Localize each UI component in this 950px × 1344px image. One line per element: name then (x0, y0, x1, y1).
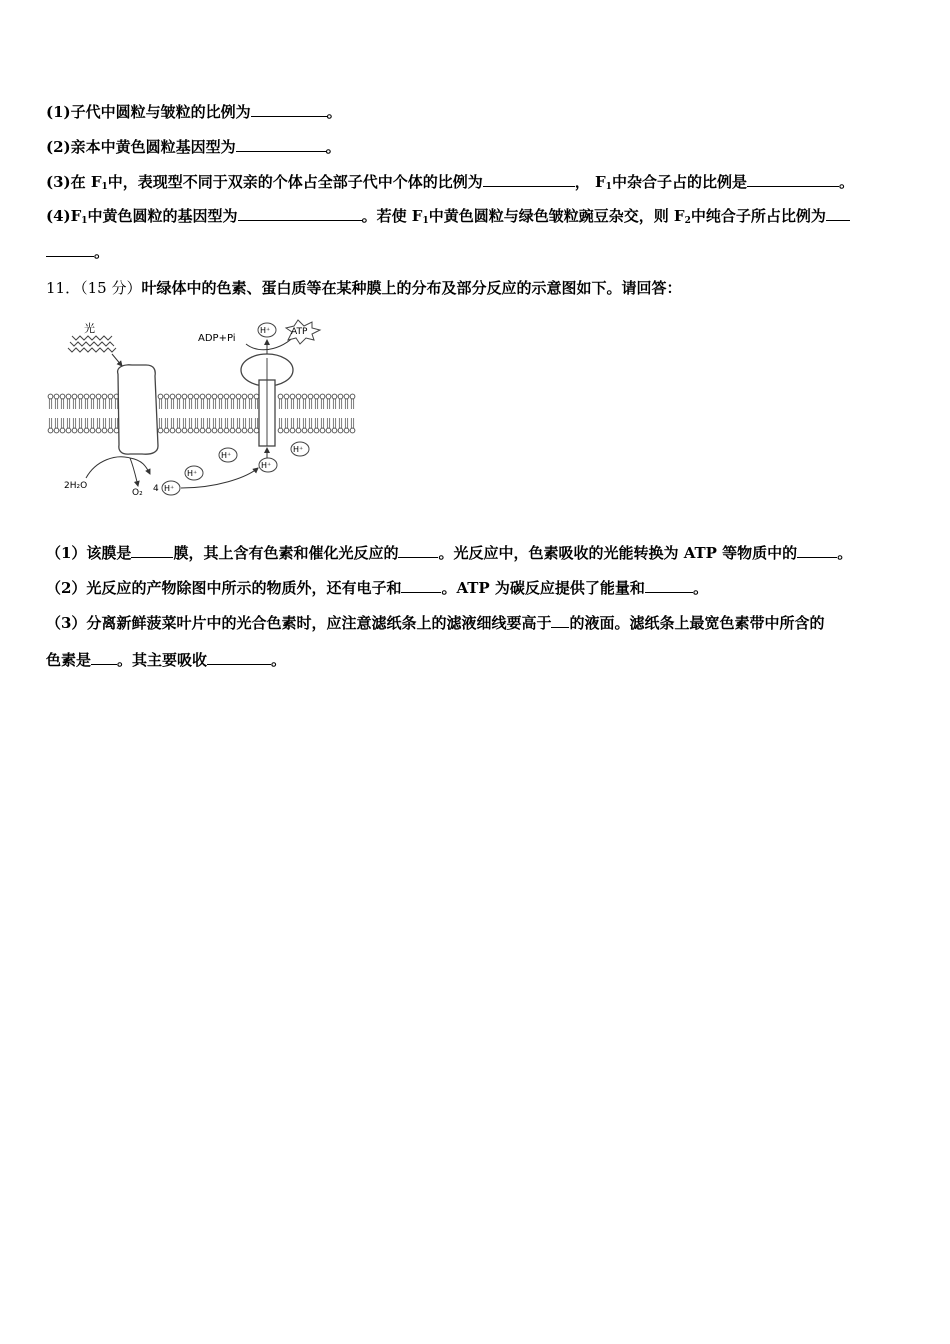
text: 中黄色圆粒的基因型为 (87, 207, 238, 225)
answer-blank[interactable] (131, 543, 173, 558)
photosystem-protein (118, 365, 158, 454)
text: 色素是 (46, 651, 92, 669)
punct: 。 (94, 243, 110, 261)
light-rays-icon (68, 336, 122, 366)
punct: 。 (326, 103, 342, 121)
text: （3）分离新鲜菠菜叶片中的光合色素时，应注意滤纸条上的滤液细线要高于 (46, 614, 552, 632)
text: （2）光反应的产物除图中所示的物质外，还有电子和 (46, 579, 402, 597)
proton-label: H⁺ (187, 469, 198, 478)
punct: 。 (837, 544, 853, 562)
text: 。若使 F (361, 207, 423, 225)
punct: 。 (838, 173, 854, 191)
answer-blank[interactable] (398, 543, 438, 558)
answer-blank[interactable] (483, 172, 575, 187)
q10-part2 (46, 137, 341, 157)
subscript: 1 (422, 216, 429, 226)
text: （1）该膜是 (46, 544, 132, 562)
answer-blank[interactable] (826, 206, 850, 221)
answer-blank[interactable] (251, 102, 327, 117)
atp-label: ATP (291, 327, 308, 337)
proton-label: H⁺ (293, 445, 304, 454)
punct: 。 (325, 138, 341, 156)
subscript: 1 (605, 182, 612, 192)
q11-part3 (46, 613, 824, 633)
answer-blank[interactable] (46, 242, 94, 257)
proton-label: H⁺ (260, 326, 271, 335)
answer-blank[interactable] (551, 613, 569, 628)
text: ， F (574, 173, 606, 191)
proton-label: H⁺ (164, 484, 175, 493)
text: 。其主要吸收 (117, 651, 208, 669)
q10-part4-continued (46, 242, 109, 262)
answer-blank[interactable] (747, 172, 839, 187)
answer-blank[interactable] (91, 650, 117, 665)
subscript: 2 (684, 216, 691, 226)
answer-blank[interactable] (238, 206, 362, 221)
text: (4)F (46, 207, 82, 225)
q10-part1-text: (1)子代中圆粒与皱粒的比例为 (46, 103, 251, 121)
subscript: 1 (101, 182, 108, 192)
answer-blank[interactable] (401, 578, 441, 593)
subscript: 1 (81, 216, 88, 226)
q11-header (46, 278, 681, 298)
text: 。ATP 为碳反应提供了能量和 (441, 579, 645, 597)
text: (3)在 F (46, 173, 102, 191)
text: 中，表现型不同于双亲的个体占全部子代中个体的比例为 (107, 173, 483, 191)
answer-blank[interactable] (236, 137, 326, 152)
proton-label: H⁺ (261, 461, 272, 470)
text: 中纯合子所占比例为 (690, 207, 826, 225)
question-stem: 叶绿体中的色素、蛋白质等在某种膜上的分布及部分反应的示意图如下。请回答： (141, 279, 682, 297)
water-label: 2H₂O (64, 481, 88, 491)
q11-part3-continued (46, 650, 286, 670)
punct: 。 (271, 651, 287, 669)
punct: 。 (692, 579, 708, 597)
q10-part2-text: (2)亲本中黄色圆粒基因型为 (46, 138, 236, 156)
answer-blank[interactable] (645, 578, 693, 593)
lipid-bilayer (48, 394, 355, 433)
text: 的液面。滤纸条上最宽色素带中所含的 (569, 614, 825, 632)
question-number: 11．（15 分） (46, 279, 142, 297)
q11-part2 (46, 578, 708, 598)
text: 中黄色圆粒与绿色皱粒豌豆杂交，则 F (428, 207, 685, 225)
q11-part1 (46, 543, 852, 563)
thylakoid-membrane-diagram (46, 318, 358, 502)
q10-part3 (46, 172, 854, 197)
q10-part1 (46, 102, 342, 122)
q10-part4 (46, 206, 850, 231)
answer-blank[interactable] (797, 543, 837, 558)
four-label: 4 (153, 484, 159, 494)
light-label: 光 (84, 322, 95, 335)
oxygen-label: O₂ (132, 488, 143, 498)
adp-pi-label: ADP+Pi (198, 333, 236, 344)
text: 膜，其上含有色素和催化光反应的 (173, 544, 399, 562)
proton-label: H⁺ (221, 451, 232, 460)
text: 中杂合子占的比例是 (611, 173, 747, 191)
text: 。光反应中，色素吸收的光能转换为 ATP 等物质中的 (438, 544, 798, 562)
answer-blank[interactable] (207, 650, 271, 665)
